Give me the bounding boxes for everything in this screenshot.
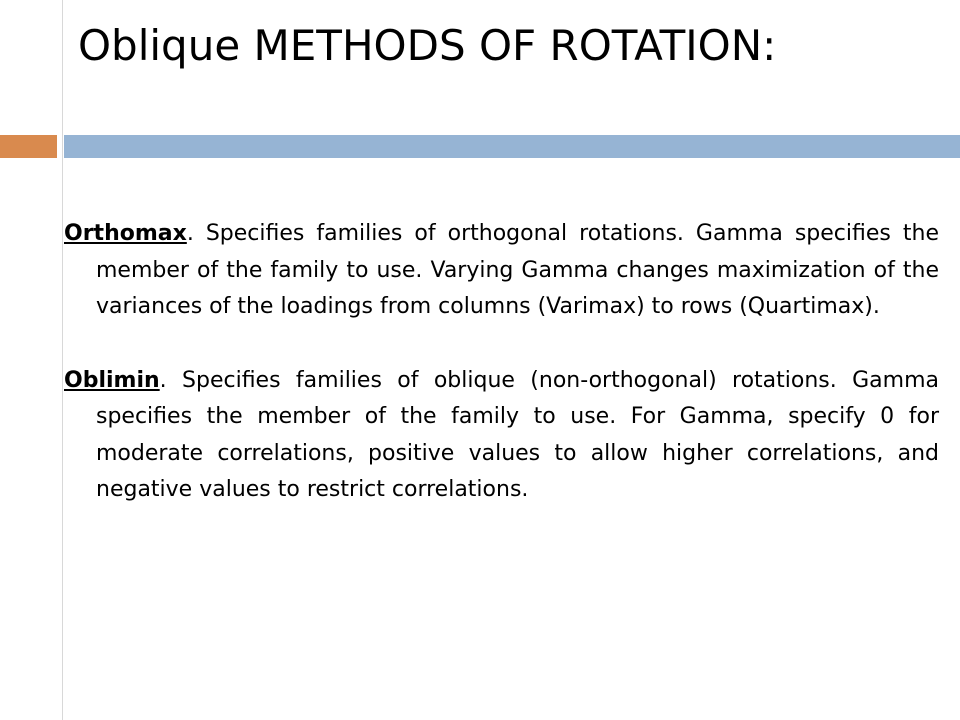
oblimin-paragraph (64, 363, 939, 509)
oblimin-description: . Specifies families of oblique (non-orthogonal) rotations. Gamma specifies the member of the family to use. For Gamma, specify 0 for moderate correlations, positive values to allow higher correlations, and negative values to restrict correlations. (96, 367, 939, 502)
oblimin-term: Oblimin (64, 367, 160, 393)
orthomax-description: . Specifies families of orthogonal rotations. Gamma specifies the member of the family to use. Varying Gamma changes maximization of the variances of the loadings from columns (Varimax) to rows (Quartimax). (96, 221, 939, 319)
orthomax-paragraph (64, 216, 939, 326)
slide-body (64, 216, 939, 546)
orthomax-term: Orthomax (64, 221, 187, 246)
accent-bar (0, 135, 57, 158)
left-divider-line (62, 0, 63, 720)
title-underline-bar (64, 135, 960, 158)
slide-title: Oblique METHODS OF ROTATION: (78, 21, 777, 70)
